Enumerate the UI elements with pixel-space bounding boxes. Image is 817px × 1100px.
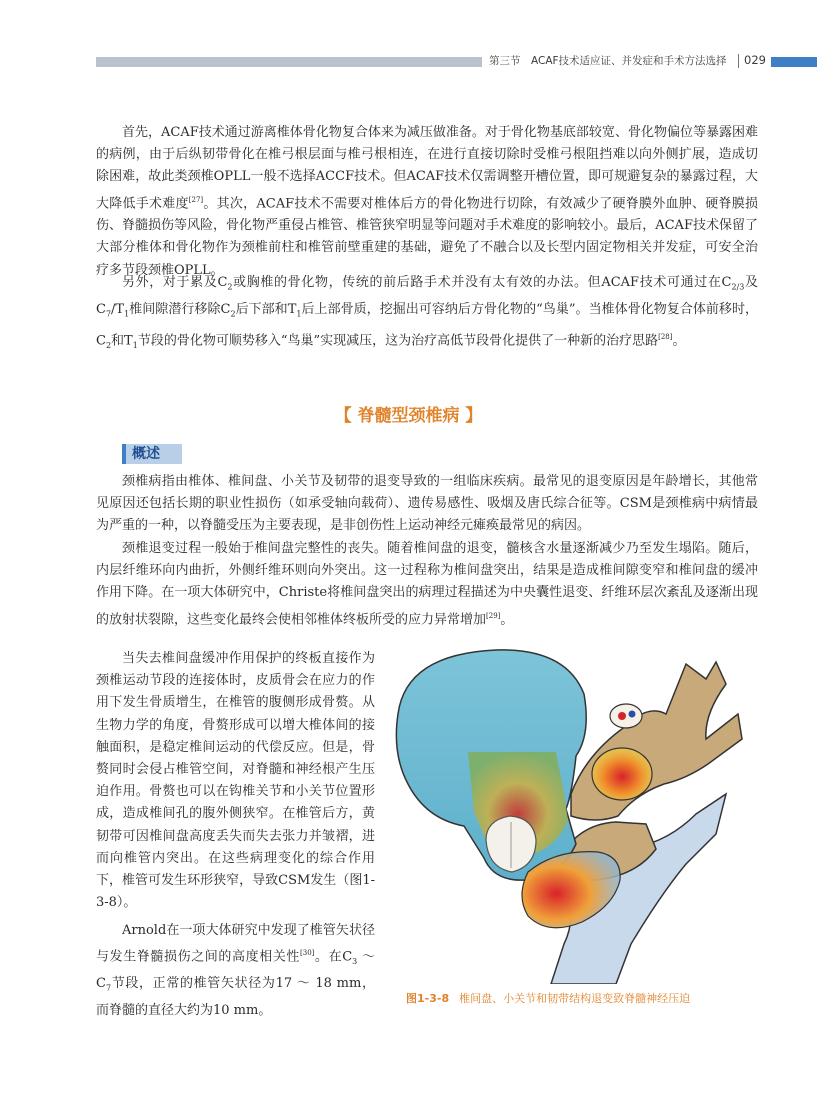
subscript: 7: [105, 983, 112, 993]
subscript: 2/3: [731, 282, 745, 292]
header-accent-bar: [771, 57, 817, 67]
figure-caption: [406, 990, 690, 1006]
text: 及C: [96, 275, 758, 317]
text: 颈椎病指由椎体、椎间盘、小关节及韧带的退变导致的一组临床疾病。最常见的退变原因是年龄增长，其他常见原因还包括长期的职业性损伤（如承受轴向载荷）、遗传易感性、吸烟及唐氏综合征等。CSM是颈椎病中病情最为严重的一种，以脊髓受压为主要表现，是非创伤性上运动神经元瘫痪最常见的病因。: [96, 474, 758, 534]
figure-caption-text: 椎间盘、小关节和韧带结构退变致脊髓神经压迫: [459, 992, 691, 1005]
subscript: 7: [105, 309, 112, 319]
figure-illustration: [386, 644, 748, 984]
overview-paragraph-2: [96, 538, 758, 631]
subscript: 2: [227, 282, 233, 292]
facet-compression-hotspot: [592, 748, 652, 800]
text: 节段，正常的椎管矢状径为17 ～ 18 mm，而脊髓的直径大约为10 mm。: [96, 976, 375, 1019]
text: 。: [672, 332, 686, 348]
running-header: 第三节 ACAF技术适应证、并发症和手术方法选择: [489, 55, 727, 67]
subscript: 2: [230, 309, 236, 319]
text: 和T: [111, 332, 133, 348]
text: 或胸椎的骨化物，传统的前后路手术并没有太有效的办法。但ACAF技术可通过在C: [232, 275, 732, 290]
subscript: 1: [296, 309, 302, 319]
page-number: 029: [744, 53, 766, 67]
text: 。其次，ACAF技术不需要对椎体后方的骨化物进行切除，有效减少了硬脊膜外血肿、硬脊膜损伤、脊髓损伤等风险，骨化物严重侵占椎管、椎管狭窄明显等问题对手术难度的影响较小。最后，ACAF技术保留了大部分椎体和骨化物作为颈椎前柱和椎管前壁重建的基础，避免了不融合以及长型内固定物相关并发症，可安全治疗多节段颈椎OPLL。: [96, 195, 758, 278]
subscript: 2: [105, 340, 112, 350]
citation: [30]: [300, 949, 315, 958]
text: 椎间隙潜行移除C: [129, 301, 231, 317]
section-title: 【 脊髓型颈椎病 】: [334, 406, 483, 426]
subscript: 1: [132, 340, 138, 350]
text: 节段的骨化物可顺势移入“鸟巢”实现减压，这为治疗高低节段骨化提供了一种新的治疗思路: [137, 332, 659, 348]
subscript: 1: [124, 309, 130, 319]
overview-paragraph-4: [96, 920, 375, 1022]
header-bar: [96, 57, 482, 67]
subheading-box: [122, 444, 182, 464]
text: 。: [500, 611, 514, 627]
text: 后下部和T: [235, 301, 297, 317]
citation: [29]: [486, 611, 501, 620]
text: 。在C: [314, 949, 353, 965]
text: /T: [111, 301, 125, 317]
intro-paragraph-1: [96, 122, 758, 282]
text: 当失去椎间盘缓冲作用保护的终板直接作为颈椎运动节段的连接体时，皮质骨会在应力的作用下发生骨质增生，在椎管的腹侧形成骨赘。从生物力学的角度，骨赘形成可以增大椎体间的接触面积，是稳定椎间运动的代偿反应。但是，骨赘同时会侵占椎管空间，对脊髓和神经根产生压迫作用。骨赘也可以在钩椎关节和小关节位置形成，造成椎间孔的腹外侧狭窄。在椎管后方，黄韧带可因椎间盘高度丢失而失去张力并皱褶，进而向椎管内突出。在这些病理变化的综合作用下，椎管可发生环形狭窄，导致CSM发生（图1-3-8）。: [96, 651, 375, 911]
vertebral-lamina-shape: [571, 662, 742, 820]
subscript: 3: [352, 957, 358, 967]
figure-label: 图1-3-8: [406, 992, 450, 1005]
artery-dot: [618, 712, 626, 720]
vein-dot: [629, 711, 636, 718]
text: ～ C: [96, 949, 375, 992]
subheading-label: 概述: [132, 446, 160, 462]
text: 颈椎退变过程一般始于椎间盘完整性的丧失。随着椎间盘的退变，髓核含水量逐渐减少乃至发生塌陷。随后，内层纤维环向内曲折，外侧纤维环则向外突出。这一过程称为椎间盘突出，结果是造成椎间隙变窄和椎间盘的缓冲作用下降。在一项大体研究中，Christe将椎间盘突出的病理过程描述为中央囊性退变、纤维环层次紊乱及逐渐出现的放射状裂隙，这些变化最终会使相邻椎体终板所受的应力异常增加: [96, 541, 758, 627]
overview-paragraph-3: [96, 648, 375, 914]
overview-paragraph-1: [96, 471, 758, 538]
intro-paragraph-2: [96, 272, 758, 357]
citation: [27]: [188, 195, 204, 204]
text: 首先，ACAF技术通过游离椎体骨化物复合体来为减压做准备。对于骨化物基底部较宽、骨化物偏位等暴露困难的病例，由于后纵韧带骨化在椎弓根层面与椎弓根相连，在进行直接切除时受椎弓根阻挡难以向外侧扩展，造成切除困难，故此类颈椎OPLL一般不选择ACCF技术。但ACAF技术仅需调整开槽位置，即可规避复杂的暴露过程，大大降低手术难度: [96, 125, 758, 211]
text: 另外，对于累及C: [122, 275, 228, 290]
text: Arnold在一项大体研究中发现了椎管矢状径与发生脊髓损伤之间的高度相关性: [96, 923, 375, 965]
text: 后上部骨质，挖掘出可容纳后方骨化物的“鸟巢”。当椎体骨化物复合体前移时，C: [96, 301, 759, 348]
citation: [28]: [658, 332, 673, 341]
header-separator: [738, 54, 739, 68]
spine-degeneration-figure: [386, 644, 748, 984]
